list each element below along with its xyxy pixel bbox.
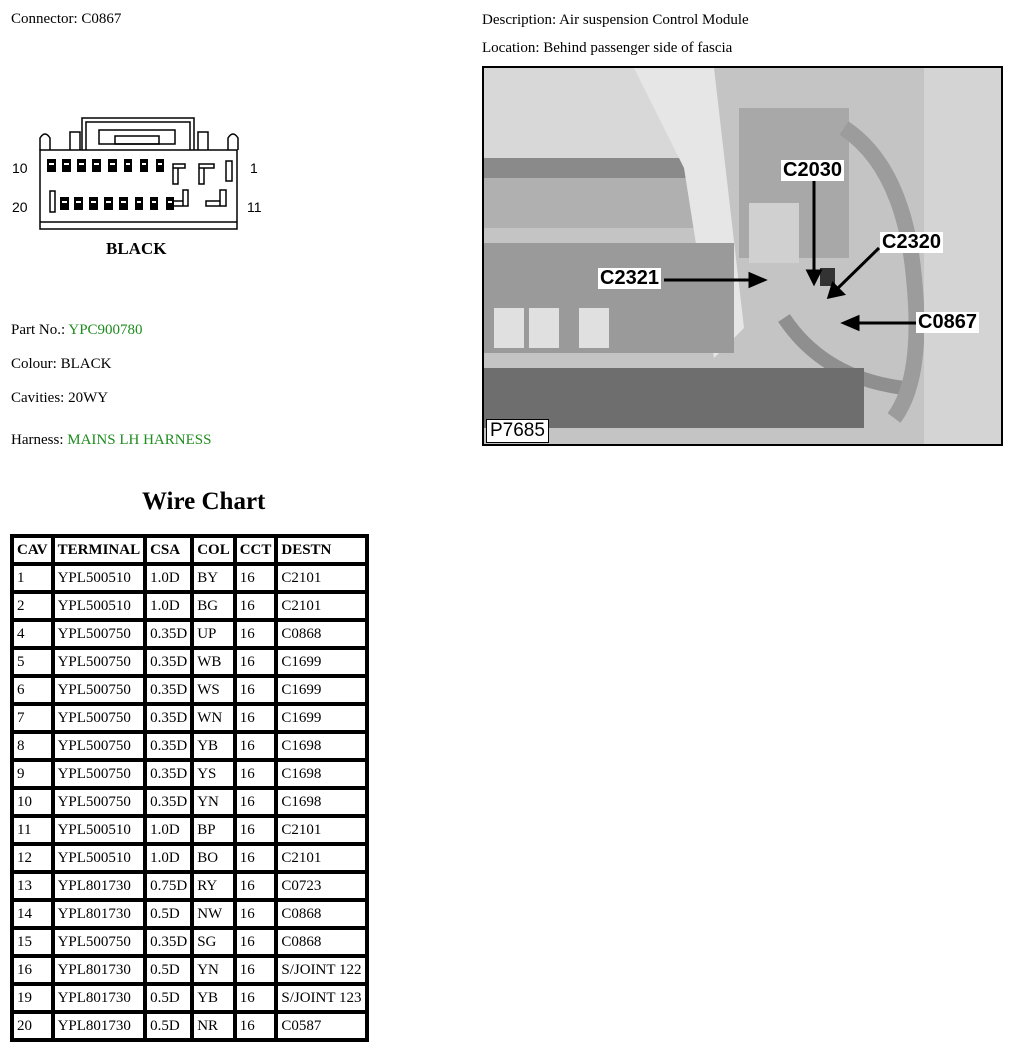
cell-destn: C2101	[278, 846, 364, 870]
location-label: Location:	[482, 40, 540, 56]
table-row	[14, 734, 365, 758]
cell-cav: 4	[14, 622, 51, 646]
cell-cct: 16	[237, 986, 275, 1010]
cell-cav: 10	[14, 790, 51, 814]
callout-c0867: C0867	[918, 311, 977, 333]
cell-csa: 0.5D	[147, 958, 190, 982]
cell-terminal: YPL801730	[55, 986, 144, 1010]
table-row	[14, 986, 365, 1010]
cell-destn: C2101	[278, 566, 364, 590]
table-row	[14, 958, 365, 982]
connector-heading	[11, 11, 121, 28]
cell-cav: 1	[14, 566, 51, 590]
wire-chart-table	[10, 534, 369, 1042]
cell-cav: 14	[14, 902, 51, 926]
cell-col: YN	[194, 958, 233, 982]
table-row	[14, 1014, 365, 1038]
column-header-terminal: TERMINAL	[55, 538, 144, 562]
cell-csa: 0.35D	[147, 678, 190, 702]
part-number	[11, 322, 143, 339]
cell-col: WB	[194, 650, 233, 674]
column-header-cav: CAV	[14, 538, 51, 562]
cell-terminal: YPL500510	[55, 594, 144, 618]
colour-label: Colour:	[11, 356, 57, 372]
cell-terminal: YPL500750	[55, 650, 144, 674]
pin-label-10: 10	[12, 160, 28, 176]
cell-destn: C0723	[278, 874, 364, 898]
colour	[11, 356, 111, 373]
cell-cct: 16	[237, 622, 275, 646]
location-photo	[482, 66, 1003, 446]
cell-cct: 16	[237, 650, 275, 674]
column-header-col: COL	[194, 538, 233, 562]
cell-csa: 1.0D	[147, 594, 190, 618]
cell-destn: C0587	[278, 1014, 364, 1038]
cell-destn: C1698	[278, 790, 364, 814]
cavities-label: Cavities:	[11, 390, 65, 406]
cell-cct: 16	[237, 958, 275, 982]
cell-cav: 2	[14, 594, 51, 618]
table-row	[14, 622, 365, 646]
cell-destn: S/JOINT 123	[278, 986, 364, 1010]
cell-col: NW	[194, 902, 233, 926]
cell-col: YB	[194, 734, 233, 758]
table-header-row	[14, 538, 365, 562]
cell-col: BY	[194, 566, 233, 590]
column-header-csa: CSA	[147, 538, 190, 562]
cavities	[11, 390, 108, 407]
wire-chart-title: Wire Chart	[142, 488, 266, 515]
diagram-colour-caption: BLACK	[106, 239, 167, 258]
cell-terminal: YPL500510	[55, 566, 144, 590]
cell-terminal: YPL500750	[55, 678, 144, 702]
cell-terminal: YPL500750	[55, 930, 144, 954]
cell-csa: 0.5D	[147, 1014, 190, 1038]
part-number-link[interactable]: YPC900780	[68, 322, 143, 338]
table-row	[14, 762, 365, 786]
cell-terminal: YPL500750	[55, 762, 144, 786]
cell-terminal: YPL801730	[55, 958, 144, 982]
cell-csa: 0.35D	[147, 650, 190, 674]
cell-cav: 13	[14, 874, 51, 898]
cell-csa: 0.5D	[147, 986, 190, 1010]
cell-col: BO	[194, 846, 233, 870]
cell-csa: 0.35D	[147, 706, 190, 730]
cell-cav: 20	[14, 1014, 51, 1038]
cell-cct: 16	[237, 762, 275, 786]
harness-link[interactable]: MAINS LH HARNESS	[67, 432, 212, 448]
harness	[11, 432, 211, 449]
cell-destn: C1698	[278, 734, 364, 758]
cell-col: YB	[194, 986, 233, 1010]
table-row	[14, 930, 365, 954]
cell-destn: C2101	[278, 594, 364, 618]
cell-cav: 8	[14, 734, 51, 758]
table-row	[14, 650, 365, 674]
callout-c2321: C2321	[600, 267, 659, 289]
cell-col: BG	[194, 594, 233, 618]
cell-col: SG	[194, 930, 233, 954]
cell-terminal: YPL500750	[55, 790, 144, 814]
callout-c2320: C2320	[882, 231, 941, 253]
cell-destn: C0868	[278, 622, 364, 646]
cell-cct: 16	[237, 1014, 275, 1038]
column-header-destn: DESTN	[278, 538, 364, 562]
cell-destn: C1699	[278, 650, 364, 674]
pin-label-20: 20	[12, 199, 28, 215]
cell-col: YN	[194, 790, 233, 814]
cavities-value: 20WY	[68, 390, 109, 406]
connector-label: Connector:	[11, 11, 78, 27]
cell-terminal: YPL500510	[55, 818, 144, 842]
cell-col: UP	[194, 622, 233, 646]
photo-reference: P7685	[486, 419, 549, 443]
pin-label-11: 11	[247, 199, 262, 215]
cell-csa: 0.35D	[147, 762, 190, 786]
pin-label-1: 1	[250, 160, 258, 176]
cell-col: RY	[194, 874, 233, 898]
cell-cav: 6	[14, 678, 51, 702]
harness-label: Harness:	[11, 432, 64, 448]
table-row	[14, 790, 365, 814]
colour-value: BLACK	[60, 356, 112, 372]
location	[482, 40, 732, 57]
cell-cct: 16	[237, 818, 275, 842]
table-row	[14, 594, 365, 618]
connector-id: C0867	[81, 11, 122, 27]
vehicle-photo-illustration	[484, 68, 1003, 446]
cell-cav: 19	[14, 986, 51, 1010]
cell-terminal: YPL500750	[55, 706, 144, 730]
cell-csa: 0.35D	[147, 930, 190, 954]
cell-cct: 16	[237, 706, 275, 730]
column-header-cct: CCT	[237, 538, 275, 562]
cell-terminal: YPL500750	[55, 622, 144, 646]
description-label: Description:	[482, 12, 557, 28]
cell-csa: 1.0D	[147, 566, 190, 590]
cell-cct: 16	[237, 874, 275, 898]
cell-csa: 0.35D	[147, 734, 190, 758]
part-label: Part No.:	[11, 322, 66, 338]
cell-cct: 16	[237, 930, 275, 954]
cell-destn: C1699	[278, 678, 364, 702]
cell-cav: 9	[14, 762, 51, 786]
cell-destn: C2101	[278, 818, 364, 842]
cell-csa: 0.35D	[147, 622, 190, 646]
cell-csa: 1.0D	[147, 846, 190, 870]
cell-csa: 0.35D	[147, 790, 190, 814]
cell-cct: 16	[237, 566, 275, 590]
cell-destn: C1698	[278, 762, 364, 786]
cell-destn: C0868	[278, 930, 364, 954]
cell-cav: 7	[14, 706, 51, 730]
cell-col: WN	[194, 706, 233, 730]
description-value: Air suspension Control Module	[559, 12, 749, 28]
table-row	[14, 678, 365, 702]
table-row	[14, 874, 365, 898]
cell-terminal: YPL500750	[55, 734, 144, 758]
cell-cav: 12	[14, 846, 51, 870]
cell-cct: 16	[237, 678, 275, 702]
cell-col: NR	[194, 1014, 233, 1038]
cell-col: YS	[194, 762, 233, 786]
cell-cct: 16	[237, 790, 275, 814]
table-row	[14, 706, 365, 730]
cell-cav: 15	[14, 930, 51, 954]
cell-destn: C0868	[278, 902, 364, 926]
connector-face-diagram	[0, 100, 270, 270]
cell-csa: 0.75D	[147, 874, 190, 898]
table-row	[14, 846, 365, 870]
cell-terminal: YPL801730	[55, 902, 144, 926]
description	[482, 12, 749, 29]
cell-destn: C1699	[278, 706, 364, 730]
cell-col: BP	[194, 818, 233, 842]
cell-csa: 0.5D	[147, 902, 190, 926]
table-row	[14, 566, 365, 590]
cell-cav: 11	[14, 818, 51, 842]
cell-cav: 5	[14, 650, 51, 674]
cell-cav: 16	[14, 958, 51, 982]
callout-c2030: C2030	[783, 159, 842, 181]
cell-cct: 16	[237, 902, 275, 926]
cell-terminal: YPL801730	[55, 1014, 144, 1038]
table-row	[14, 902, 365, 926]
cell-destn: S/JOINT 122	[278, 958, 364, 982]
cell-terminal: YPL500510	[55, 846, 144, 870]
cell-cct: 16	[237, 734, 275, 758]
cell-cct: 16	[237, 594, 275, 618]
table-row	[14, 818, 365, 842]
cell-col: WS	[194, 678, 233, 702]
cell-csa: 1.0D	[147, 818, 190, 842]
cell-cct: 16	[237, 846, 275, 870]
cell-terminal: YPL801730	[55, 874, 144, 898]
location-value: Behind passenger side of fascia	[543, 40, 733, 56]
